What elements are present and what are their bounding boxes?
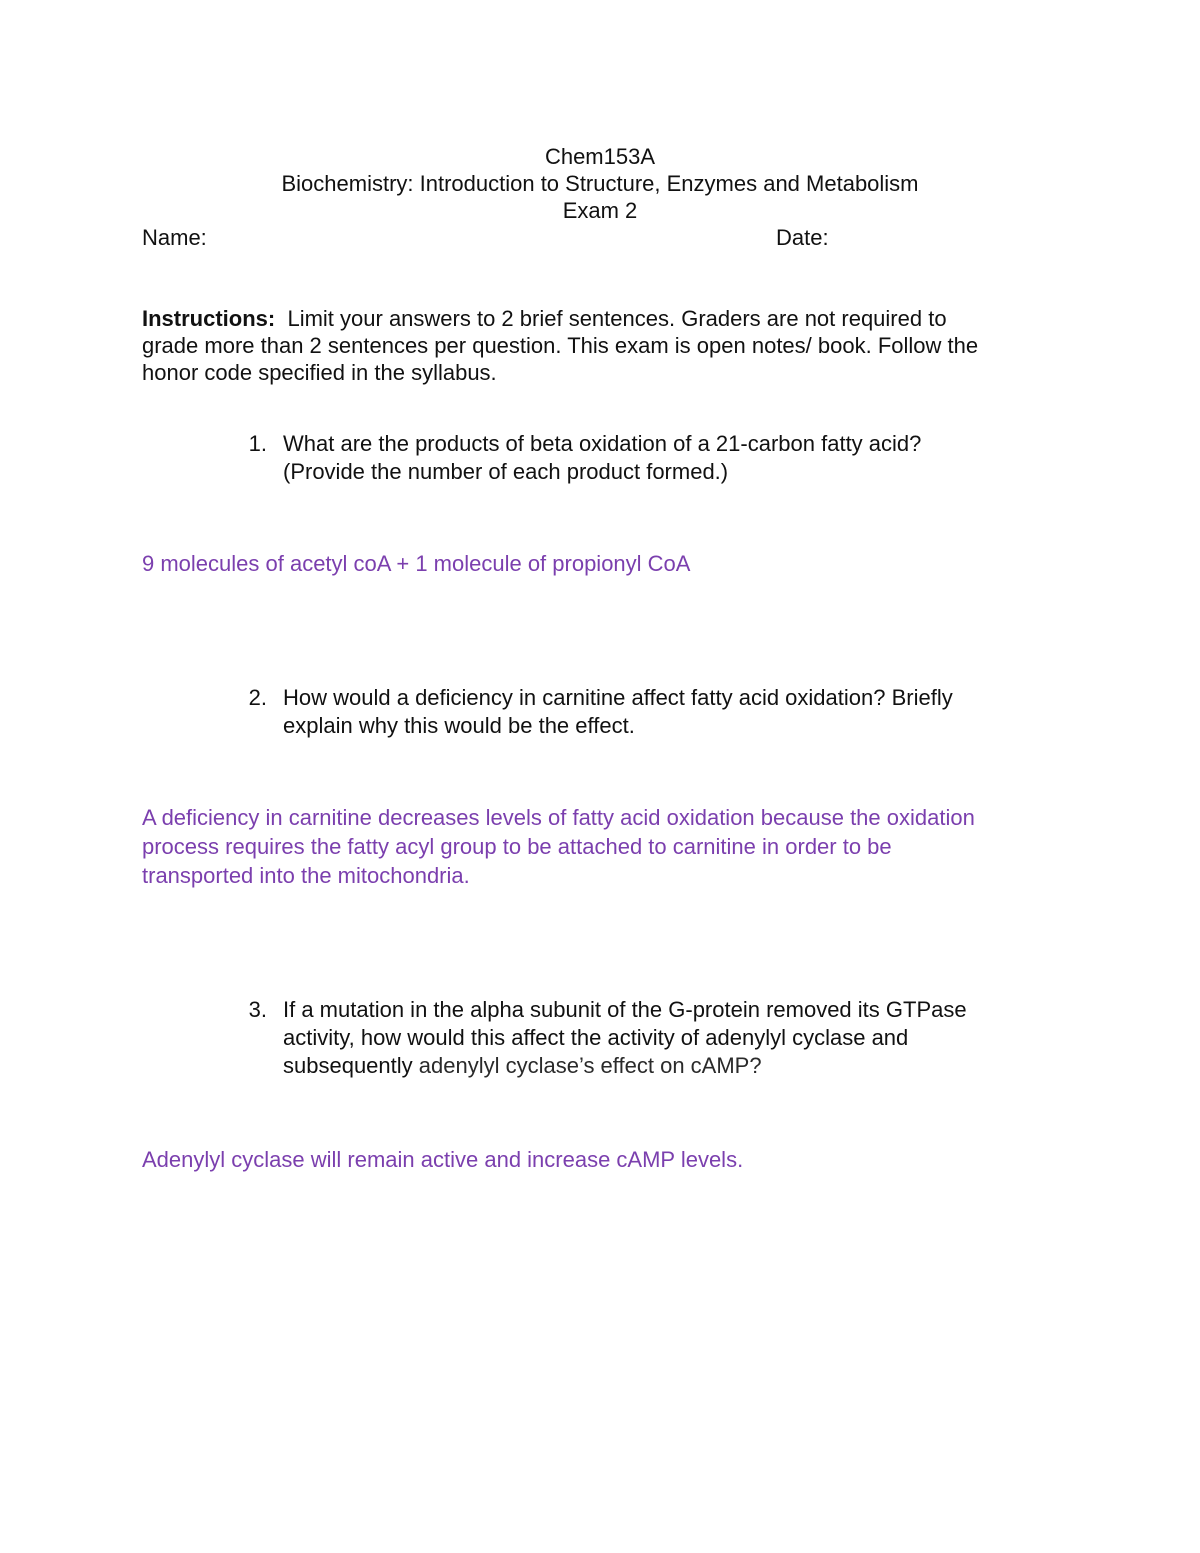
question-3-line-3: subsequently adenylyl cyclase’s effect on cAMP? <box>283 1053 762 1078</box>
answer-2: A deficiency in carnitine decreases levels of fatty acid oxidation because the oxidation process requires the fatty acyl group to be attached to carnitine in order to be transported into the mitochondria. <box>142 805 975 888</box>
course-subtitle: Biochemistry: Introduction to Structure, Enzymes and Metabolism <box>281 171 919 196</box>
instructions-line-3: honor code specified in the syllabus. <box>142 360 497 385</box>
instructions-block <box>142 305 1062 386</box>
exam-title: Exam 2 <box>562 198 638 223</box>
date-label: Date: <box>776 225 829 250</box>
answer-3: Adenylyl cyclase will remain active and increase cAMP levels. <box>142 1147 744 1172</box>
name-label: Name: <box>142 225 207 250</box>
instructions-line-2: grade more than 2 sentences per question. This exam is open notes/ book. Follow the <box>142 333 979 358</box>
instructions-line-1: Instructions: Limit your answers to 2 brief sentences. Graders are not required to <box>142 306 947 331</box>
question-1-number: 1. <box>248 431 267 456</box>
question-1-text: What are the products of beta oxidation of a 21-carbon fatty acid? (Provide the number of each product formed.) <box>283 431 922 484</box>
instructions-label: Instructions: <box>142 306 276 331</box>
course-title: Chem153A <box>544 144 656 169</box>
question-3-text: If a mutation in the alpha subunit of the G-protein removed its GTPase activity, how would this affect the activity of adenylyl cyclase and subsequently adenylyl cyclase’s effect on cAMP? <box>283 996 1083 1080</box>
question-2-number: 2. <box>248 685 267 710</box>
question-2-text: How would a deficiency in carnitine affect fatty acid oxidation? Briefly explain why this would be the effect. <box>283 685 953 738</box>
answer-1: 9 molecules of acetyl coA + 1 molecule of propionyl CoA <box>142 551 691 576</box>
question-3-number: 3. <box>248 997 267 1022</box>
